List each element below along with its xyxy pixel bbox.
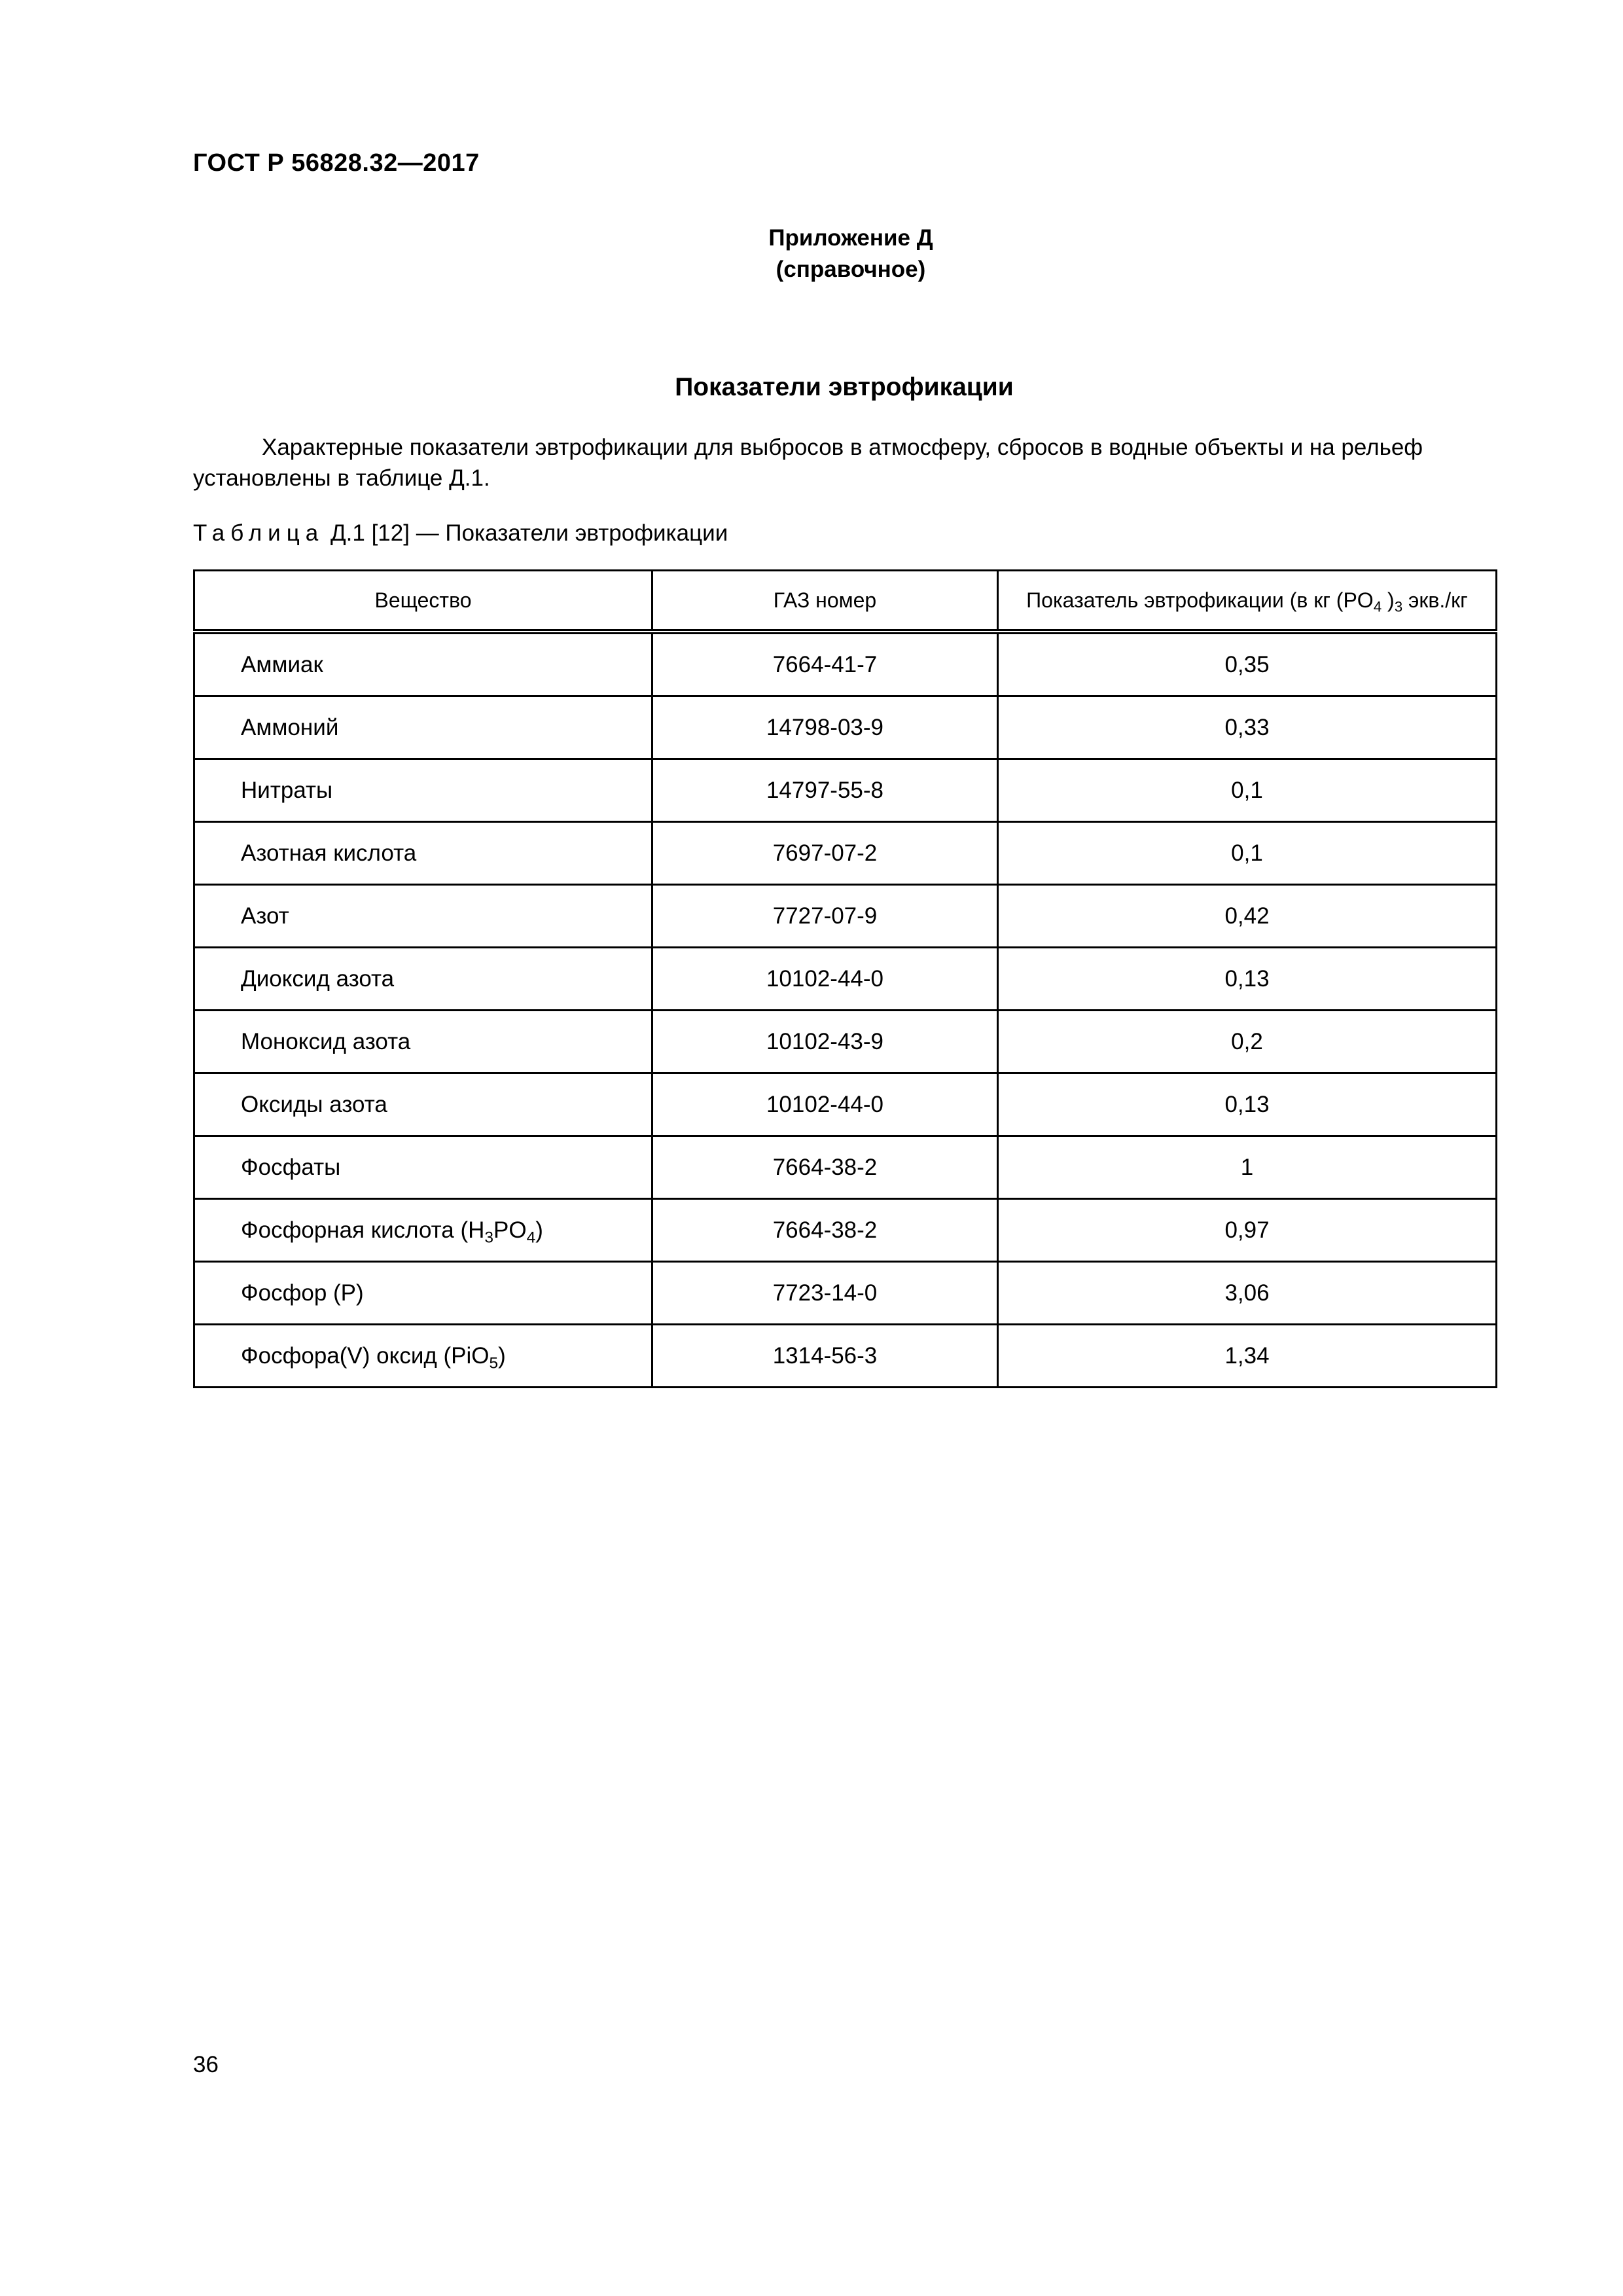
substance-part: PO	[493, 1217, 527, 1243]
substance-cell: Диоксид азота	[194, 948, 652, 1011]
header-substance: Вещество	[194, 571, 652, 632]
cas-cell: 7664-38-2	[652, 1199, 998, 1262]
value-cell: 1	[998, 1136, 1497, 1199]
substance-cell: Оксиды азота	[194, 1073, 652, 1136]
cas-cell: 7723-14-0	[652, 1262, 998, 1325]
substance-cell: Азотная кислота	[194, 822, 652, 885]
substance-cell: Азот	[194, 885, 652, 948]
substance-part: )	[535, 1217, 543, 1243]
cas-cell: 1314-56-3	[652, 1325, 998, 1388]
substance-cell: Фосфор (P)	[194, 1262, 652, 1325]
value-cell: 3,06	[998, 1262, 1497, 1325]
substance-part: Фосфорная кислота (H	[241, 1217, 485, 1243]
table-row	[194, 1262, 1497, 1325]
table-row	[194, 1199, 1497, 1262]
document-code: ГОСТ Р 56828.32—2017	[193, 149, 480, 177]
substance-sub: 4	[526, 1228, 536, 1246]
table-header-row	[194, 571, 1497, 632]
cas-cell: 7727-07-9	[652, 885, 998, 948]
cas-cell: 7664-38-2	[652, 1136, 998, 1199]
section-title: Показатели эвтрофикации	[675, 373, 1014, 401]
appendix-heading	[720, 223, 982, 285]
cas-cell: 7664-41-7	[652, 632, 998, 696]
value-cell: 0,13	[998, 1073, 1497, 1136]
cas-cell: 14798-03-9	[652, 696, 998, 759]
table-row	[194, 1136, 1497, 1199]
cas-cell: 10102-44-0	[652, 1073, 998, 1136]
value-cell: 0,2	[998, 1011, 1497, 1073]
substance-cell: Аммоний	[194, 696, 652, 759]
header-indicator-part: )	[1382, 588, 1395, 612]
value-cell: 0,13	[998, 948, 1497, 1011]
header-cas-number: ГАЗ номер	[652, 571, 998, 632]
table-caption-text: Д.1 [12] — Показатели эвтрофикации	[330, 520, 728, 546]
header-indicator	[998, 571, 1497, 632]
substance-cell: Нитраты	[194, 759, 652, 822]
cas-cell: 10102-43-9	[652, 1011, 998, 1073]
value-cell: 0,33	[998, 696, 1497, 759]
value-cell: 0,1	[998, 759, 1497, 822]
header-indicator-sub: 4	[1373, 598, 1382, 615]
value-cell: 1,34	[998, 1325, 1497, 1388]
table-row	[194, 1325, 1497, 1388]
substance-cell: Фосфаты	[194, 1136, 652, 1199]
eutrophication-table-container	[193, 569, 1495, 1388]
substance-cell	[194, 1199, 652, 1262]
value-cell: 0,42	[998, 885, 1497, 948]
appendix-title: Приложение Д	[768, 225, 933, 251]
header-indicator-part: Показатель эвтрофикации (в кг (PO	[1026, 588, 1374, 612]
table-caption-prefix: Таблица	[193, 520, 325, 546]
substance-cell: Аммиак	[194, 632, 652, 696]
substance-part: Фосфора(V) оксид (PiO	[241, 1342, 490, 1369]
eutrophication-table	[193, 569, 1497, 1388]
substance-cell: Моноксид азота	[194, 1011, 652, 1073]
table-row	[194, 1073, 1497, 1136]
substance-cell	[194, 1325, 652, 1388]
header-indicator-part: экв./кг	[1402, 588, 1468, 612]
cas-cell: 7697-07-2	[652, 822, 998, 885]
header-indicator-sub: 3	[1394, 598, 1403, 615]
appendix-subtitle: (справочное)	[776, 257, 926, 282]
cas-cell: 10102-44-0	[652, 948, 998, 1011]
table-row	[194, 885, 1497, 948]
page-number: 36	[193, 2052, 219, 2077]
cas-cell: 14797-55-8	[652, 759, 998, 822]
table-row	[194, 759, 1497, 822]
substance-sub: 5	[489, 1354, 499, 1372]
table-row	[194, 948, 1497, 1011]
table-row	[194, 696, 1497, 759]
substance-part: )	[498, 1342, 506, 1369]
value-cell: 0,1	[998, 822, 1497, 885]
intro-paragraph: Характерные показатели эвтрофикации для выбросов в атмосферу, сбросов в водные объекты и на рельеф установлены в таблице Д.1.	[193, 435, 1423, 491]
table-row	[194, 822, 1497, 885]
value-cell: 0,97	[998, 1199, 1497, 1262]
substance-sub: 3	[484, 1228, 494, 1246]
table-caption	[193, 520, 728, 547]
table-row	[194, 632, 1497, 696]
table-row	[194, 1011, 1497, 1073]
value-cell: 0,35	[998, 632, 1497, 696]
